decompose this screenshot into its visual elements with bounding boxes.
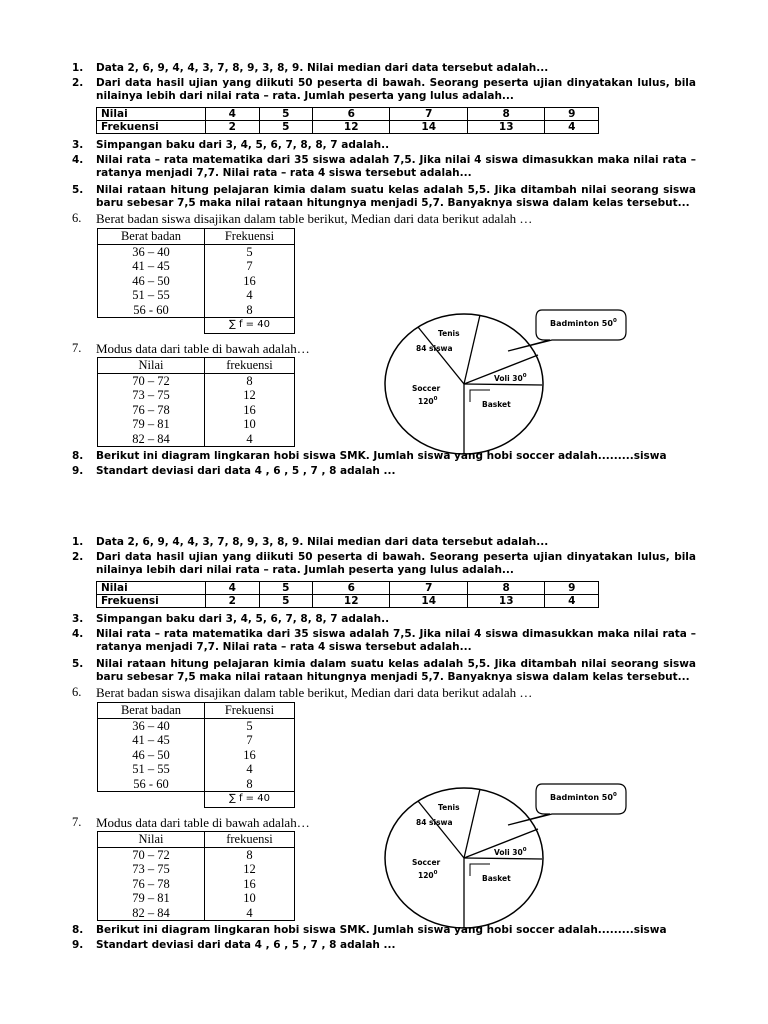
table-cell: 4	[205, 288, 295, 303]
table-cell: 16	[205, 403, 295, 418]
table-cell: 56 - 60	[98, 303, 205, 318]
table-row	[98, 862, 295, 877]
table-cell: 16	[205, 748, 295, 763]
question-number: 7.	[72, 341, 82, 355]
table-cell: 36 – 40	[98, 718, 205, 733]
table-nilai-cell: Frekuensi	[97, 595, 206, 608]
tenis-label: Tenis	[438, 803, 460, 812]
question-text: Nilai rata – rata matematika dari 35 siswa adalah 7,5. Jika nilai 4 siswa dimasukkan maka nilai rata – ratanya menjadi 7,7. Nilai rata – rata 4 siswa tersebut adalah...	[96, 154, 696, 179]
question-number: 1.	[72, 62, 84, 74]
table-row	[98, 748, 295, 763]
question-text: Berikut ini diagram lingkaran hobi siswa SMK. Jumlah siswa yang hobi soccer adalah.........siswa	[96, 924, 667, 936]
table-nilai-cell: 12	[313, 121, 390, 134]
basket-label: Basket	[482, 400, 511, 409]
table-cell: 56 - 60	[98, 777, 205, 792]
question-number: 3.	[72, 613, 84, 625]
table-row	[98, 274, 295, 289]
table-cell: 46 – 50	[98, 274, 205, 289]
table-cell: 73 – 75	[98, 388, 205, 403]
pie-divider-voli-basket	[464, 858, 542, 859]
table-nilai-cell: 2	[206, 595, 260, 608]
table-cell: 7	[205, 259, 295, 274]
table-nilai-cell: 13	[467, 121, 544, 134]
table-modus	[97, 831, 295, 921]
pie-divider-tenis-badminton	[464, 789, 480, 858]
table-cell: 12	[205, 862, 295, 877]
table-nilai-cell: 13	[467, 595, 544, 608]
table-cell: 36 – 40	[98, 244, 205, 259]
table-row	[98, 906, 295, 921]
table-cell	[98, 318, 205, 334]
table-nilai-cell: 9	[545, 108, 599, 121]
table-header: Berat badan	[98, 229, 205, 245]
table-nilai-cell: 5	[259, 595, 313, 608]
badminton-callout-bubble	[508, 310, 626, 351]
table-nilai-cell: 2	[206, 121, 260, 134]
table-cell	[98, 792, 205, 808]
table-row	[98, 432, 295, 447]
table-row	[98, 417, 295, 432]
question-number: 2.	[72, 551, 84, 563]
table-cell: 5	[205, 244, 295, 259]
question-number: 4.	[72, 628, 84, 640]
table-cell: 4	[205, 906, 295, 921]
table-nilai-cell: Nilai	[97, 582, 206, 595]
table-nilai-cell: 5	[259, 582, 313, 595]
table-header-row	[98, 703, 295, 719]
table-header: Frekuensi	[205, 703, 295, 719]
table-cell: 79 – 81	[98, 417, 205, 432]
table-row	[98, 244, 295, 259]
question-text: Nilai rata – rata matematika dari 35 siswa adalah 7,5. Jika nilai 4 siswa dimasukkan maka nilai rata – ratanya menjadi 7,7. Nilai rata – rata 4 siswa tersebut adalah...	[96, 628, 696, 653]
worksheet-0	[0, 0, 768, 477]
question-number: 7.	[72, 815, 82, 829]
question-number: 9.	[72, 939, 84, 951]
question-text: Berat badan siswa disajikan dalam table berikut, Median dari data berikut adalah …	[96, 211, 533, 226]
question-text: Modus data dari table di bawah adalah…	[96, 341, 310, 356]
table-cell: 8	[205, 847, 295, 862]
question-text: Dari data hasil ujian yang diikuti 50 peserta di bawah. Seorang peserta ujian dinyatakan lulus, bila nilainya lebih dari nilai rata – rata. Jumlah peserta yang lulus adalah...	[96, 77, 696, 102]
question-number: 3.	[72, 139, 84, 151]
question-number: 1.	[72, 536, 84, 548]
question-number: 8.	[72, 924, 84, 936]
table-row	[98, 373, 295, 388]
table-nilai-cell: 6	[313, 108, 390, 121]
table-cell: 46 – 50	[98, 748, 205, 763]
table-nilai-cell: 8	[467, 108, 544, 121]
question-text: Data 2, 6, 9, 4, 4, 3, 7, 8, 9, 3, 8, 9. Nilai median dari data tersebut adalah...	[96, 62, 549, 74]
table-cell: 12	[205, 388, 295, 403]
table-header: Nilai	[98, 832, 205, 848]
question-number: 5.	[72, 658, 84, 670]
table-row	[98, 762, 295, 777]
question-text: Simpangan baku dari 3, 4, 5, 6, 7, 8, 8, 7 adalah..	[96, 139, 390, 151]
table-header: Nilai	[98, 358, 205, 374]
question-text: Data 2, 6, 9, 4, 4, 3, 7, 8, 9, 3, 8, 9. Nilai median dari data tersebut adalah...	[96, 536, 549, 548]
table-row	[98, 388, 295, 403]
table-nilai-cell: 4	[206, 582, 260, 595]
table-row	[98, 718, 295, 733]
pie-divider-tenis-badminton	[464, 315, 480, 384]
table-nilai-cell: Frekuensi	[97, 121, 206, 134]
soccer-label: Soccer	[412, 858, 441, 867]
table-cell: 8	[205, 373, 295, 388]
table-header: Frekuensi	[205, 229, 295, 245]
table-nilai	[96, 107, 599, 134]
table-row	[98, 259, 295, 274]
question-number: 8.	[72, 450, 84, 462]
table-nilai	[96, 581, 599, 608]
basket-label: Basket	[482, 874, 511, 883]
worksheet-1	[0, 474, 768, 951]
badminton-label: Badminton $50^0$	[550, 318, 617, 328]
table-cell: 7	[205, 733, 295, 748]
table-cell: 16	[205, 274, 295, 289]
question-number: 9.	[72, 465, 84, 477]
question-text: Berikut ini diagram lingkaran hobi siswa SMK. Jumlah siswa yang hobi soccer adalah.........siswa	[96, 450, 667, 462]
table-cell: 5	[205, 718, 295, 733]
table-cell: 82 – 84	[98, 906, 205, 921]
question-text: Nilai rataan hitung pelajaran kimia dalam suatu kelas adalah 5,5. Jika ditambah nilai seorang siswa baru sebesar 7,5 maka nilai rataan hitungnya menjadi 5,7. Banyaknya siswa dalam kelas tersebut...	[96, 658, 696, 683]
question-text: Berat badan siswa disajikan dalam table berikut, Median dari data berikut adalah …	[96, 685, 533, 700]
table-cell: 70 – 72	[98, 373, 205, 388]
question-text: Nilai rataan hitung pelajaran kimia dalam suatu kelas adalah 5,5. Jika ditambah nilai seorang siswa baru sebesar 7,5 maka nilai rataan hitungnya menjadi 5,7. Banyaknya siswa dalam kelas tersebut...	[96, 184, 696, 209]
table-nilai-cell: 9	[545, 582, 599, 595]
question-number: 2.	[72, 77, 84, 89]
sum-cell: ∑ f = 40	[205, 792, 295, 808]
question-text: Simpangan baku dari 3, 4, 5, 6, 7, 8, 8, 7 adalah..	[96, 613, 390, 625]
table-cell: 4	[205, 762, 295, 777]
table-header-row	[98, 358, 295, 374]
table-nilai-cell: 5	[259, 108, 313, 121]
table-nilai-cell: 6	[313, 582, 390, 595]
badminton-label: Badminton $50^0$	[550, 792, 617, 802]
table-cell: 4	[205, 432, 295, 447]
question-number: 6.	[72, 685, 82, 699]
table-row	[98, 733, 295, 748]
sum-cell: ∑ f = 40	[205, 318, 295, 334]
table-cell: 51 – 55	[98, 288, 205, 303]
soccer-degree: $120^0$	[418, 396, 438, 406]
table-nilai-cell: Nilai	[97, 108, 206, 121]
table-row	[98, 318, 295, 334]
table-cell: 76 – 78	[98, 877, 205, 892]
question-text: Standart deviasi dari data 4 , 6 , 5 , 7 , 8 adalah ...	[96, 939, 396, 951]
table-cell: 41 – 45	[98, 259, 205, 274]
table-row	[98, 847, 295, 862]
table-cell: 51 – 55	[98, 762, 205, 777]
table-header: frekuensi	[205, 832, 295, 848]
soccer-degree: $120^0$	[418, 870, 438, 880]
table-cell: 73 – 75	[98, 862, 205, 877]
table-cell: 16	[205, 877, 295, 892]
table-cell: 79 – 81	[98, 891, 205, 906]
table-header: Berat badan	[98, 703, 205, 719]
question-number: 6.	[72, 211, 82, 225]
question-text: Dari data hasil ujian yang diikuti 50 peserta di bawah. Seorang peserta ujian dinyatakan lulus, bila nilainya lebih dari nilai rata – rata. Jumlah peserta yang lulus adalah...	[96, 551, 696, 576]
table-cell: 8	[205, 303, 295, 318]
table-nilai-cell: 14	[390, 121, 467, 134]
table-row	[98, 792, 295, 808]
pie-divider-voli-basket	[464, 384, 542, 385]
table-cell: 10	[205, 417, 295, 432]
soccer-label: Soccer	[412, 384, 441, 393]
table-nilai-cell: 8	[467, 582, 544, 595]
pie-chart	[380, 780, 640, 930]
table-cell: 10	[205, 891, 295, 906]
table-row	[97, 121, 599, 134]
table-header-row	[98, 832, 295, 848]
table-nilai-cell: 7	[390, 582, 467, 595]
table-row	[98, 288, 295, 303]
table-modus	[97, 357, 295, 447]
table-berat-badan	[97, 228, 295, 334]
table-row	[98, 877, 295, 892]
question-number: 5.	[72, 184, 84, 196]
table-row	[97, 108, 599, 121]
voli-label: Voli $30^0$	[494, 373, 527, 383]
table-nilai-cell: 14	[390, 595, 467, 608]
table-cell: 8	[205, 777, 295, 792]
table-row	[98, 891, 295, 906]
tenis-count: 84 siswa	[416, 818, 453, 827]
table-header-row	[98, 229, 295, 245]
tenis-count: 84 siswa	[416, 344, 453, 353]
pie-chart	[380, 306, 640, 456]
table-row	[97, 582, 599, 595]
table-row	[97, 595, 599, 608]
table-berat-badan	[97, 702, 295, 808]
question-text: Modus data dari table di bawah adalah…	[96, 815, 310, 830]
voli-label: Voli $30^0$	[494, 847, 527, 857]
table-header: frekuensi	[205, 358, 295, 374]
question-text: Standart deviasi dari data 4 , 6 , 5 , 7 , 8 adalah ...	[96, 465, 396, 477]
table-cell: 82 – 84	[98, 432, 205, 447]
badminton-callout-bubble	[508, 784, 626, 825]
table-nilai-cell: 4	[545, 595, 599, 608]
tenis-label: Tenis	[438, 329, 460, 338]
table-nilai-cell: 4	[206, 108, 260, 121]
table-nilai-cell: 7	[390, 108, 467, 121]
table-cell: 41 – 45	[98, 733, 205, 748]
table-row	[98, 777, 295, 792]
table-nilai-cell: 5	[259, 121, 313, 134]
table-row	[98, 303, 295, 318]
table-row	[98, 403, 295, 418]
table-nilai-cell: 4	[545, 121, 599, 134]
table-nilai-cell: 12	[313, 595, 390, 608]
table-cell: 70 – 72	[98, 847, 205, 862]
question-number: 4.	[72, 154, 84, 166]
table-cell: 76 – 78	[98, 403, 205, 418]
